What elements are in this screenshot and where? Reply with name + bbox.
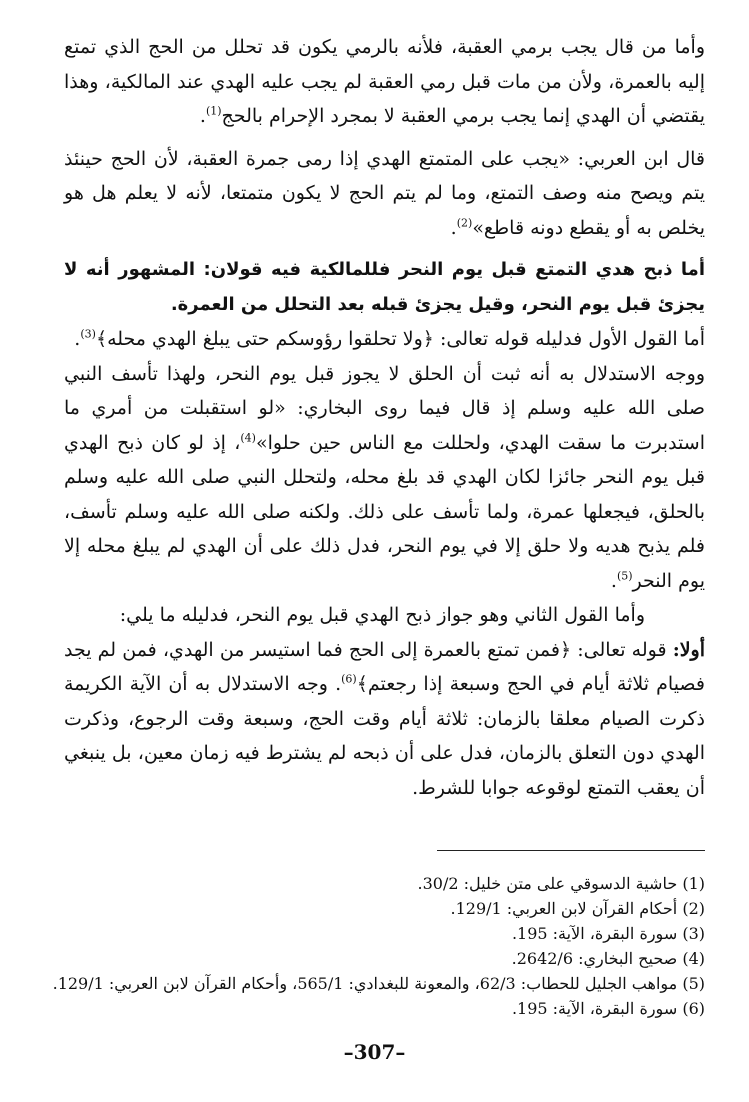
paragraph-1-text: وأما من قال يجب برمي العقبة، فلأنه بالرمي يكون قد تحلل من الحج الذي تمتع إليه بالعمرة، ولأن من مات قبل رمي العقبة لم يجب عليه الهدي عند المالكية، وهذا يقتضي أن الهدي إنما يجب برمي العقبة لا بمجرد الإحرام بالحج (64, 36, 705, 127)
footnote-3: (3) سورة البقرة، الآية: 195. (511, 924, 705, 943)
paragraph-5-middle: ، إذ لو كان ذبح الهدي قبل يوم النحر جائزا لكان الهدي قد بلغ محله، ولتحلل النبي صلى الله عليه وسلم بالحلق، فيجعلها عمرة، ولما تأسف على ذلك. ولكنه صلى الله عليه وسلم تأسف، فلم يذبح هديه ولا حلق إلا في يوم النحر، فدل ذلك على أن الهدي لم يبلغ محله إلا يوم النحر (64, 431, 705, 592)
paragraph-4-end: . (74, 328, 81, 350)
footnote-ref-2: (2) (456, 216, 473, 230)
paragraph-3-heading (64, 253, 705, 322)
paragraph-4 (64, 322, 705, 357)
footnote-6: (6) سورة البقرة، الآية: 195. (511, 999, 705, 1018)
page-number: –307– (343, 1040, 406, 1064)
footnotes (52, 871, 705, 1021)
footnote-ref-6: (6) (341, 672, 357, 686)
main-text (64, 30, 705, 805)
paragraph-5-text: ووجه الاستدلال به أنه ثبت أن الحلق لا يجوز قبل يوم النحر، ولهذا تأسف النبي صلى الله عليه وسلم إذ قال فيما روى البخاري: «لو استقبلت من أمري ما استدبرت ما سقت الهدي، ولحللت مع الناس حين حلوا» (64, 362, 705, 454)
footnote-ref-4: (4) (240, 431, 256, 445)
paragraph-1 (64, 30, 705, 134)
paragraph-5-end: . (610, 569, 617, 592)
paragraph-3-text: أما ذبح هدي التمتع قبل يوم النحر فللمالكية فيه قولان: المشهور أنه لا يجزئ قبل يوم النحر، وقيل يجزئ قبله بعد التحلل من العمرة. (64, 259, 705, 315)
footnote-5: (5) مواهب الجليل للحطاب: 62/3، والمعونة للبغدادي: 565/1، وأحكام القرآن لابن العربي: 129/1. (52, 974, 705, 993)
footnote-2: (2) أحكام القرآن لابن العربي: 129/1. (450, 899, 705, 918)
footnote-ref-3: (3) (80, 327, 96, 341)
paragraph-7 (64, 633, 705, 806)
paragraph-6 (64, 598, 705, 633)
paragraph-2-text: قال ابن العربي: «يجب على المتمتع الهدي إذا رمى جمرة العقبة، لأن الحج حينئذ يتم ويصح منه وصف التمتع، وما لم يتم الحج لا يكون متمتعا، لأنه لا يعلم هل هو يخلص به أو يقطع دونه قاطع» (64, 147, 705, 239)
footnote-separator (437, 850, 705, 851)
footnote-1: (1) حاشية الدسوقي على متن خليل: 30/2. (417, 874, 705, 893)
paragraph-4-text: أما القول الأول فدليله قوله تعالى: ﴿ولا تحلقوا رؤوسكم حتى يبلغ الهدي محله﴾ (95, 328, 705, 350)
footnote-4: (4) صحيح البخاري: 2642/6. (511, 949, 705, 968)
footnote-ref-1: (1) (205, 104, 222, 118)
paragraph-6-text: وأما القول الثاني وهو جواز ذبح الهدي قبل يوم النحر، فدليله ما يلي: (119, 604, 645, 626)
footnote-ref-5: (5) (616, 569, 633, 583)
paragraph-5 (64, 357, 705, 599)
paragraph-2 (64, 142, 705, 246)
paragraph-7-lead: أولا: (672, 638, 705, 661)
paragraph-1-end: . (199, 105, 206, 127)
paragraph-7-text: قوله تعالى: ﴿فمن تمتع بالعمرة إلى الحج فما استيسر من الهدي، فمن لم يجد فصيام ثلاثة أيام في الحج وسبعة إذا رجعتم﴾ (64, 638, 705, 695)
paragraph-7-end: . وجه الاستدلال به أن الآية الكريمة ذكرت الصيام معلقا بالزمان: ثلاثة أيام وقت الحج، وسبعة وقت الرجوع، وذكرت الهدي دون التعلق بالزمان، فدل على أن ذبحه لم يشترط فيه زمان معين، بل ينبغي أن يعقب التمتع لوقوعه جوابا للشرط. (64, 673, 705, 799)
paragraph-2-end: . (450, 216, 457, 239)
